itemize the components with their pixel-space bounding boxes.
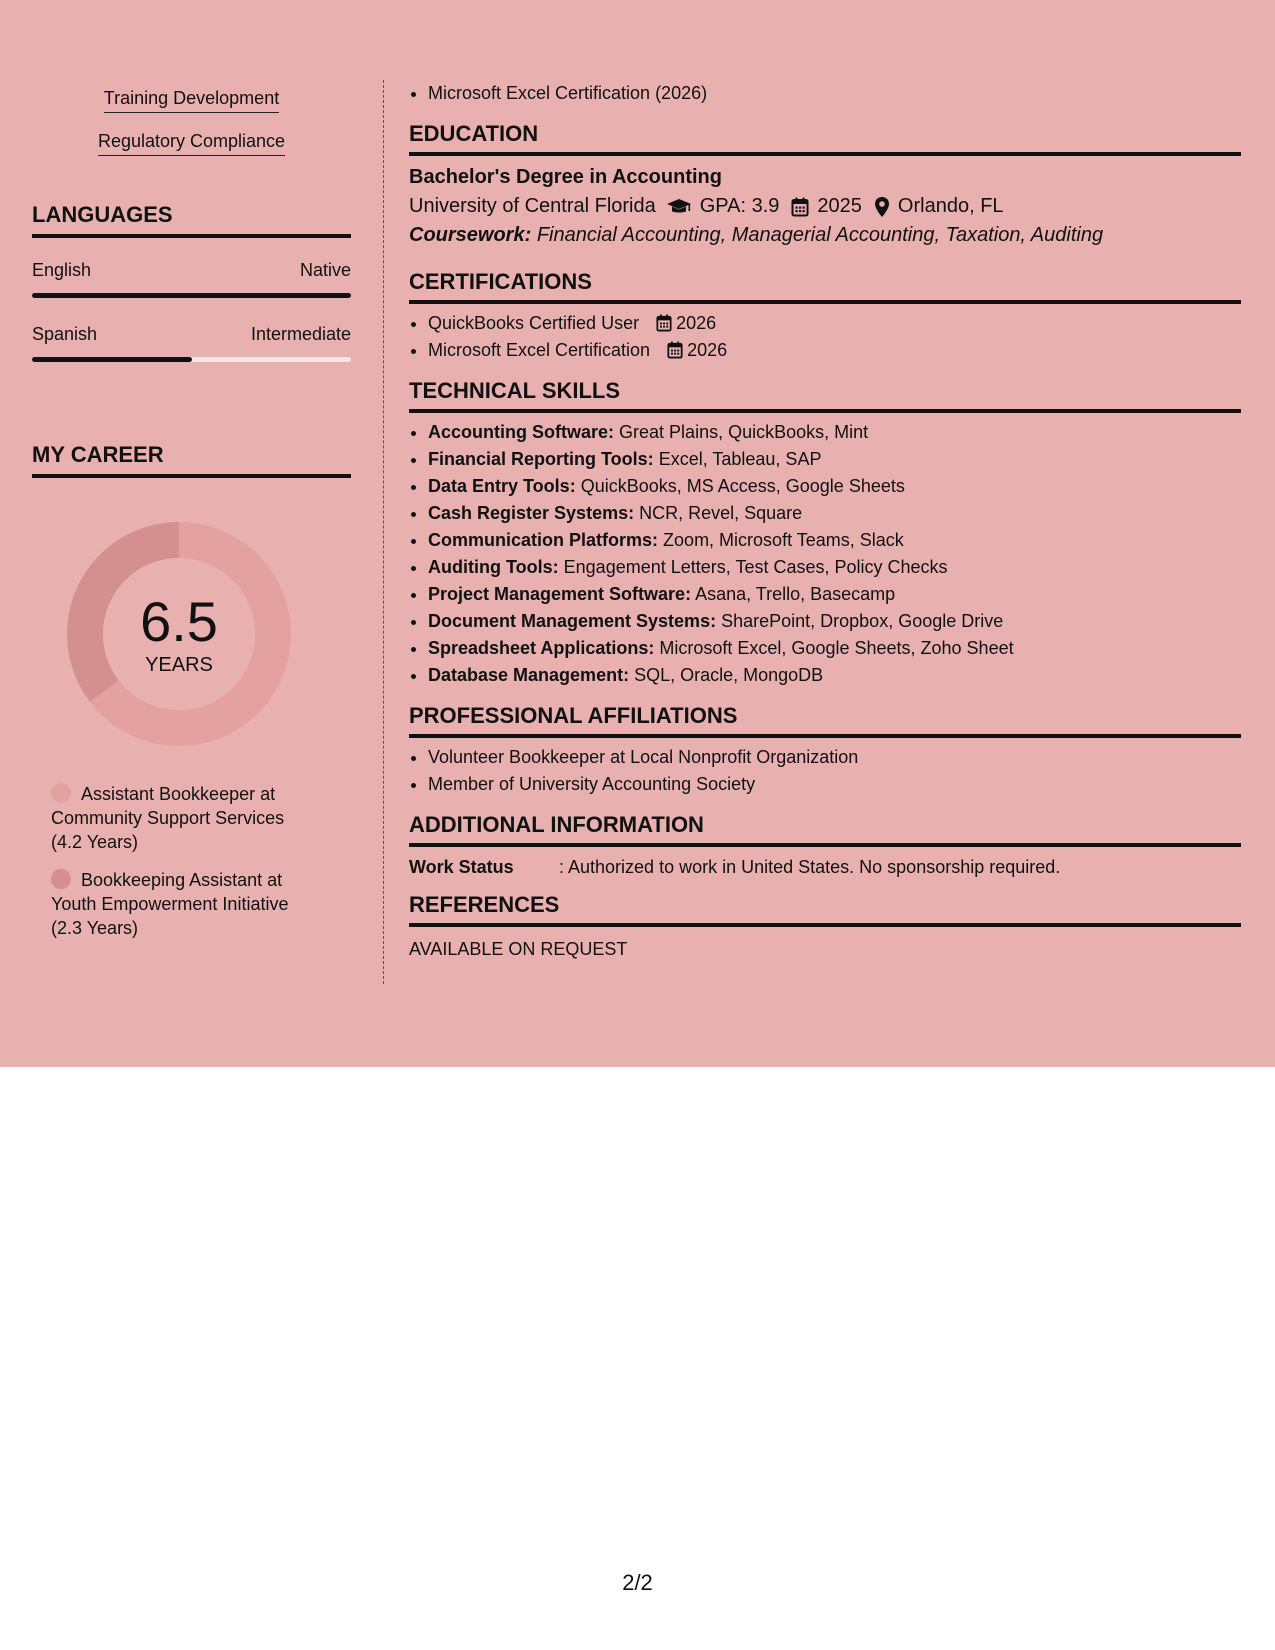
main-content bbox=[409, 80, 1241, 960]
list-item bbox=[428, 500, 1241, 527]
education-gpa: GPA: 3.9 bbox=[699, 195, 780, 217]
education-degree: Bachelor's Degree in Accounting bbox=[409, 166, 722, 188]
coursework-list: Financial Accounting, Managerial Accounting, Taxation, Auditing bbox=[536, 224, 1104, 246]
additional-info-heading: ADDITIONAL INFORMATION bbox=[409, 812, 1241, 847]
list-item: • Volunteer Bookkeeper at Local Nonprofit Organization bbox=[428, 744, 1241, 771]
skill-category: Auditing Tools: bbox=[428, 557, 559, 577]
career-years-unit: YEARS bbox=[145, 654, 213, 676]
language-name: Spanish bbox=[32, 324, 98, 344]
column-divider bbox=[383, 80, 384, 984]
skill-tag: Regulatory Compliance bbox=[98, 131, 285, 156]
education-coursework bbox=[409, 224, 1241, 247]
career-legend-item bbox=[51, 782, 313, 854]
calendar-icon bbox=[667, 341, 683, 359]
certification-year: 2026 bbox=[687, 340, 728, 360]
graduation-cap-icon bbox=[666, 197, 692, 217]
certification-name: Microsoft Excel Certification bbox=[428, 340, 651, 360]
language-proficiency-bar bbox=[32, 293, 351, 298]
skill-values: QuickBooks, MS Access, Google Sheets bbox=[580, 476, 905, 496]
skill-category: Data Entry Tools: bbox=[428, 476, 576, 496]
education-school: University of Central Florida bbox=[409, 195, 656, 217]
skill-category: Database Management: bbox=[428, 665, 630, 685]
career-entry-label: Bookkeeping Assistant at Youth Empowerment Initiative (2.3 Years) bbox=[51, 870, 289, 938]
skill-tag: Training Development bbox=[104, 88, 279, 113]
list-item: • Member of University Accounting Society bbox=[428, 771, 1241, 798]
work-status-value: : Authorized to work in United States. No sponsorship required. bbox=[559, 857, 1061, 877]
coursework-label: Coursework: bbox=[409, 224, 532, 246]
list-item bbox=[428, 473, 1241, 500]
languages-heading: LANGUAGES bbox=[32, 202, 351, 238]
skill-values: SharePoint, Dropbox, Google Drive bbox=[721, 611, 1004, 631]
language-proficiency-fill bbox=[32, 357, 192, 362]
skill-category: Financial Reporting Tools: bbox=[428, 449, 654, 469]
legend-dot bbox=[51, 869, 71, 889]
language-level: Intermediate bbox=[250, 324, 351, 344]
skill-values: NCR, Revel, Square bbox=[639, 503, 803, 523]
map-pin-icon bbox=[874, 196, 890, 218]
skill-category: Communication Platforms: bbox=[428, 530, 659, 550]
list-item bbox=[428, 337, 1241, 364]
sidebar bbox=[32, 80, 351, 954]
references-heading: REFERENCES bbox=[409, 892, 1241, 927]
language-proficiency-bar bbox=[32, 357, 351, 362]
skill-tags bbox=[32, 88, 351, 174]
technical-skills-heading: TECHNICAL SKILLS bbox=[409, 378, 1241, 413]
legend-dot bbox=[51, 783, 71, 803]
page-number: 2/2 bbox=[622, 1570, 653, 1595]
skill-values: SQL, Oracle, MongoDB bbox=[634, 665, 824, 685]
technical-skills-list bbox=[409, 419, 1241, 689]
language-proficiency-fill bbox=[32, 293, 351, 298]
references-text: AVAILABLE ON REQUEST bbox=[409, 939, 628, 959]
certifications-heading: CERTIFICATIONS bbox=[409, 269, 1241, 304]
list-item: • Microsoft Excel Certification (2026) bbox=[428, 80, 1241, 107]
education-year: 2025 bbox=[817, 195, 862, 217]
list-item bbox=[428, 581, 1241, 608]
career-donut-chart bbox=[67, 522, 291, 746]
list-item bbox=[428, 554, 1241, 581]
career-total-years: 6.5 bbox=[140, 590, 218, 653]
calendar-icon bbox=[656, 314, 672, 332]
career-legend bbox=[32, 782, 351, 940]
career-heading: MY CAREER bbox=[32, 442, 351, 478]
work-status-label: Work Status bbox=[409, 857, 514, 877]
career-legend-item bbox=[51, 868, 313, 940]
skill-category: Accounting Software: bbox=[428, 422, 615, 442]
skill-values: Microsoft Excel, Google Sheets, Zoho Sheet bbox=[659, 638, 1014, 658]
list-item bbox=[428, 527, 1241, 554]
language-item bbox=[32, 324, 351, 362]
education-heading: EDUCATION bbox=[409, 121, 1241, 156]
certification-year: 2026 bbox=[676, 313, 717, 333]
certifications-list bbox=[409, 310, 1241, 364]
skill-values: Zoom, Microsoft Teams, Slack bbox=[663, 530, 904, 550]
skill-values: Excel, Tableau, SAP bbox=[658, 449, 822, 469]
certification-name: QuickBooks Certified User bbox=[428, 313, 640, 333]
affiliations-list bbox=[409, 744, 1241, 798]
calendar-icon bbox=[791, 197, 809, 217]
list-item bbox=[428, 662, 1241, 689]
skill-values: Engagement Letters, Test Cases, Policy Checks bbox=[563, 557, 948, 577]
list-item bbox=[428, 446, 1241, 473]
top-list bbox=[409, 80, 1241, 107]
affiliations-heading: PROFESSIONAL AFFILIATIONS bbox=[409, 703, 1241, 738]
language-name: English bbox=[32, 260, 92, 280]
language-level: Native bbox=[299, 260, 351, 280]
skill-category: Project Management Software: bbox=[428, 584, 692, 604]
list-item bbox=[428, 310, 1241, 337]
list-item bbox=[428, 608, 1241, 635]
skill-category: Cash Register Systems: bbox=[428, 503, 635, 523]
education-details bbox=[409, 195, 1241, 218]
career-entry-label: Assistant Bookkeeper at Community Support Services (4.2 Years) bbox=[51, 784, 285, 852]
list-item bbox=[428, 419, 1241, 446]
skill-category: Spreadsheet Applications: bbox=[428, 638, 655, 658]
skill-values: Great Plains, QuickBooks, Mint bbox=[619, 422, 869, 442]
list-item bbox=[428, 635, 1241, 662]
skill-category: Document Management Systems: bbox=[428, 611, 717, 631]
language-item bbox=[32, 260, 351, 298]
education-location: Orlando, FL bbox=[897, 195, 1004, 217]
skill-values: Asana, Trello, Basecamp bbox=[695, 584, 896, 604]
work-status-row bbox=[409, 857, 1241, 878]
